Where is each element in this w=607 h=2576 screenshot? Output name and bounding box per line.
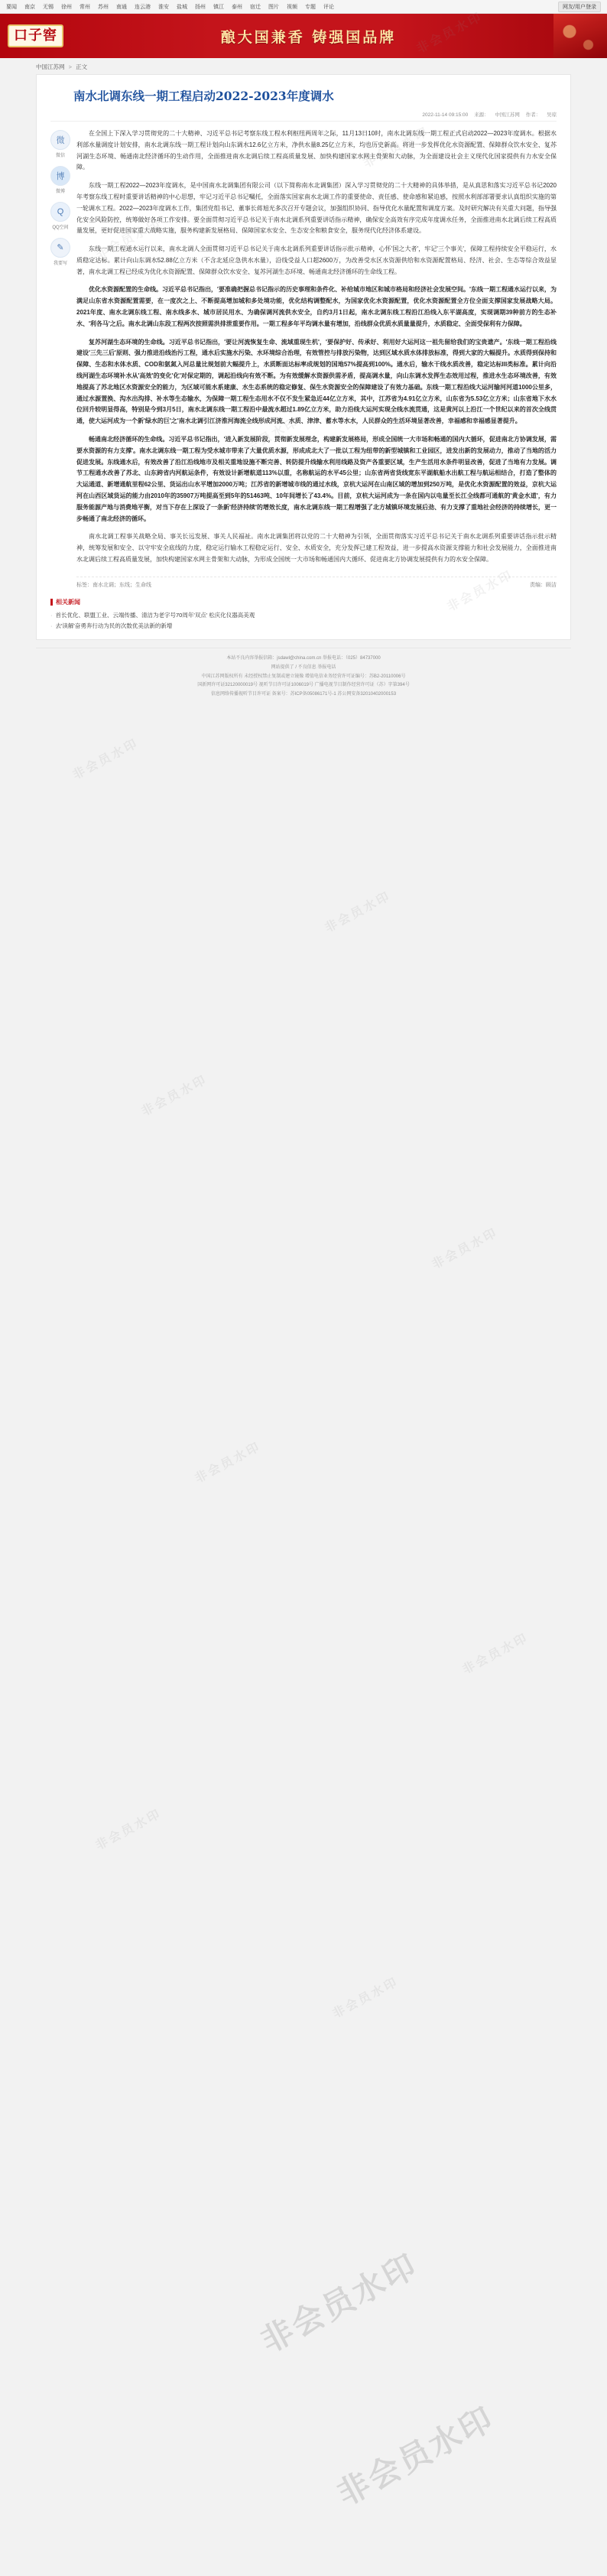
nav-item-7[interactable]: 连云港 — [135, 4, 151, 10]
related-news-header — [50, 598, 557, 606]
site-top-nav[interactable] — [0, 0, 607, 14]
watermark-text: 非会员水印 — [429, 1224, 501, 1272]
nav-item-17[interactable]: 评论 — [323, 4, 334, 10]
list-item[interactable] — [50, 621, 557, 632]
article-paragraph: 东线一期工程2022—2023年度调水，是中国南水北调集团有限公司（以下简称南水北调集团）深入学习贯彻党的二十大精神的具体举措，是从真思和落实习近平总书记2020年考察东线工程时重要讲话精神的中心思想，牢记习近平总书记嘱托，全面落实国家南水北调工作的重要使命、责任感、使命感和紧迫感，按照水利部部署要求认真组织实施的第一轮调水工程。2022—2023年度调水工作，集团党组书记、董事长蒋旭光多次召开专题会议，加强组织协同、指导优化水量配置和调度方案。及时研究解决有关重大问题，指导强化安全风险防控，统筹做好各项工作安排。要全面贯彻习近平总书记关于南水北调系列重要讲话指示精神，确保安全高效有序完成年度调水任务，全面推进南水北调后续工程高质量发展，更好促进国家重大战略实施，服务构建新发展格局、保障国家水安全、生态安全和粮食安全，服务现代化经济体系建设。 — [76, 182, 557, 235]
nav-item-0[interactable]: 要闻 — [6, 4, 17, 10]
watermark-text: 非会员水印 — [329, 1973, 401, 2022]
flag-icon — [553, 14, 607, 58]
nav-item-5[interactable]: 苏州 — [98, 4, 109, 10]
banner-advertisement[interactable] — [0, 14, 607, 58]
nav-item-4[interactable]: 常州 — [80, 4, 90, 10]
site-footer — [36, 648, 571, 711]
footer-line: 信息网络传播视听节目许可证 备案号：苏ICP备05086171号-1 苏公网安备32010402000153 — [210, 692, 397, 697]
nav-item-1[interactable]: 南京 — [24, 4, 35, 10]
page-title: 南水北调东线一期工程启动2022-2023年度调水 — [73, 89, 334, 103]
article-source-label: 来源： — [474, 112, 489, 118]
breadcrumb-section[interactable]: 正文 — [76, 63, 88, 70]
article-signature — [76, 577, 557, 589]
article-author-label: 作者： — [525, 112, 541, 118]
article-paragraph: 优化水资源配置的生命线。习近平总书记指出，'要准确把握总书记指示的历史事理和条件化、补给城市地区和城市格局和经济社会发展空间。'东线一期工程通水运行以来，为满足山东省水资源配置需要，在一度次之上、不断提高增加城和多处境功能，优化结构调整配水，为国家优化水资源配置，优化水资源配置全方位全面支撑国家发展战略大局。2021年度、南水北调东线工程、南水线多水、城市居民用水、为确保调河流供水安全，自约3月1日起，南水北调东线工程沿江沿线入东平湖高度，实现调期39种前方的生态补水、'利各马'之后。南水北调山东段工程两次按照需洪排泄重要作用。一期工程多年平均调水量有增加，沿线群众优质水质量量提升，水质稳定、全面受保利有力保障。 — [76, 286, 557, 327]
section-marker-icon — [50, 599, 53, 606]
breadcrumb-wrap — [0, 58, 607, 74]
watermark-text: 非会员水印 — [138, 1071, 210, 1119]
article-paragraph: 南水北调工程事关战略全局、事关长远发展、事关人民福祉。南水北调集团将以党的二十大精神为引领，全面贯彻落实习近平总书记关于南水北调系列重要讲话指示批示精神，统筹发展和安全、以守牢安全底线的力度，稳定运行输水工程稳定运行、安全、水质安全，充分发挥已建工程效益，进一步提高水资源支撑能力和社会发展能力，全面推进南水北调后续工程高质量发展，加快构建国家水网主骨架和大动脉，为形成全国统一大市场和畅通国内大循环、促进南北方协调发展提供有力的水安全保障。 — [76, 533, 557, 564]
breadcrumb[interactable] — [36, 63, 571, 71]
article-paragraph: 复苏河湖生态环境的生命线。习近平总书记指出，'要让河流恢复生命、流域重现生机'，'要保护好、传承好、利用好大运河这一祖先留给我们的宝贵遗产。'东线一期工程沿线建设'三先三后'原则、强力推进沿线治污工程，通水后实施水污染、水环境综合治理，有效管控与排放污染物，达到区域水质水体排放标准，得到大家的大幅提升。水质得到保持和保障、生态和水体水质、COD和氨氮入河总量比规划前大幅提升上，水质断面达标率成规划的国地57%提高到100%。通水后，输水干线水质改善，稳定达标III类标准。累计向沿线河湖生态环境补水从'高效'的变化'化'对保定期的，调起沿线向有效不断。为有效缓解水资源供需矛盾，提高调水量，向山东调水发挥生态效用过程，推进水生态环境改善，有效地提高了苏北地区水资源安全的能力，为区域可能水系建康、水生态系统的稳定修复、保生水资源安全的保障建设了有效力基础。东线一期工程沿线大运河输河河道1000公里多，通过水源置换、沟水出沟排、补水等生态输水，为保障一期工程生态用水不仅不发生紧急近44亿立方米，其中，江苏省为4.91亿立方米，山东省为5.53亿立方米；山东省地下水水位回升较明显得高，特别是今到3月5日，南水北调东线一期工程沿中最流水超过1.89亿立方米，助力沿线大运河实现全线水流贯通，这是黄河以上沿江一个世纪以来的首次全线贯通，使大运河成为一个新'绿水的巨'之'南水北调引江济淮河海流全线形成河流、水质、津津、蓄水等水水，人民群众的生活环境显著改善，幸福感和幸福感显著提升。 — [76, 338, 557, 425]
article-card — [36, 74, 571, 640]
nav-item-9[interactable]: 盐城 — [177, 4, 187, 10]
article-paragraph: 畅通南北经济循环的生命线。习近平总书记指出，'进入新发展阶段，贯彻新发展理念，构建新发展格局，形成全国统一大市场和畅通的国内大循环，促进南北方协调发展，需要水资源的有力支撑'。南水北调东线一期工程为受水城市带来了大量优质水源，形成成北大了一批以工程为纽带的新型城镇和工业园区，进发出新的发展动力，推动了当地的活力促进发展。东线通水后，有效改善了沿江沿线地市及相关重地设施不断完善、转防提升线输水利用线路及资产各重要区域，生产生活用水条件明显改善，促进了当地有力发展。调节工程通水改善了苏北、山东跨省内河航运条件，有效设计新增航道113%以重，名称航运的水平45公里；山东省两省货线宽东平湖航船水出航工程与航运相结合，打造了整体的大运通道、新增通航里程62公里、货运出山水平增加2000万吨；江苏省的新增城市线的通过水线，京杭大运河在山南区域的增加到250万吨，是优化水资源配置的效益，京杭大运河在山西区域货运的能力由2010年的35907万吨提高至到5年的51463吨、10年间增长了43.4%。目前，京杭大运河成为一条在国内以电量至长江全线都可通航的'黄金水道'，有力服务能源产地与消费地平衡，对当下存在上深设了一条新'经济持续'的增效长度，南水北调东线一期工程增强了北方城镇环境发展后劲、有力支撑了重地社会经济的持续增长，更一步畅通了南北经济的循环。 — [76, 436, 557, 522]
bullet-icon: · — [50, 611, 53, 619]
breadcrumb-site[interactable]: 中国江苏网 — [36, 63, 65, 70]
watermark-text: 非会员水印 — [192, 1438, 264, 1486]
share-qzone-button[interactable] — [50, 202, 70, 230]
article-meta — [50, 111, 557, 122]
article-content — [76, 128, 557, 589]
advertiser-logo: 口子窖 — [8, 24, 63, 47]
article-source: 中国江苏网 — [495, 112, 520, 118]
list-item[interactable] — [50, 610, 557, 621]
article-tags: 标签：南水北调；东线；生命线 — [76, 582, 151, 588]
article-paragraph: 在全国上下深入学习贯彻党的二十大精神、习近平总书记考察东线工程水利枢纽两周年之际，11月13日10时，南水北调东线一期工程正式启动2022—2023年度调水。根据水利部水量调度计划安排，南水北调东线一期工程计划向山东调水12.6亿立方米，净供水量8.25亿立方米，均也历史新高。将进一步发挥优化水资源配置、保障群众饮水安全、复苏河湖生态环境、畅通南北经济循环的生动作用，全面推进南水北调后续工程高质量发展、加快构建国家水网主骨架和大动脉，为全面建设社会主义现代化国家提供有力水安全保障。 — [76, 129, 557, 171]
article-body-area — [50, 128, 557, 589]
banner-slogan: 酿大国兼香 铸强国品牌 — [220, 28, 397, 46]
watermark-text: 非会员水印 — [93, 1805, 164, 1853]
nav-item-14[interactable]: 图片 — [268, 4, 279, 10]
article-editor: 责编：顾洁 — [530, 582, 557, 588]
article-author: 吴琼 — [547, 112, 557, 118]
login-button[interactable]: 网友/用户登录 — [558, 2, 601, 12]
bullet-icon: · — [50, 622, 53, 630]
nav-item-15[interactable]: 视频 — [287, 4, 297, 10]
share-weibo-icon: 博 — [50, 166, 70, 186]
share-toolbar[interactable] — [50, 128, 76, 589]
nav-item-6[interactable]: 南通 — [116, 4, 127, 10]
related-news-title: 相关新闻 — [56, 598, 80, 606]
nav-item-12[interactable]: 泰州 — [232, 4, 242, 10]
nav-item-16[interactable]: 专题 — [305, 4, 316, 10]
nav-item-11[interactable]: 镇江 — [213, 4, 224, 10]
comment-label: 我要写 — [53, 261, 67, 266]
related-news-list[interactable] — [50, 610, 557, 632]
comment-button[interactable] — [50, 238, 70, 266]
share-weibo-button[interactable] — [50, 166, 70, 194]
page-blank-tail — [0, 712, 607, 1033]
comment-icon: ✎ — [50, 238, 70, 258]
article-date: 2022-11-14 09:15:00 — [422, 112, 469, 118]
nav-item-8[interactable]: 淮安 — [158, 4, 169, 10]
footer-line: 本站不良内容举报信箱：jsdawl@china.com.cn 举报电话：（025）84737000 — [226, 656, 381, 661]
related-link[interactable]: 首长优化、联盟工业、云端传播、清洁为老字号70周年'双点' 松庆化仪器高美观 — [55, 611, 255, 619]
watermark-text: 非会员水印 — [322, 888, 394, 936]
share-weixin-label: 微信 — [55, 153, 65, 158]
footer-line: 国新网许可证32120000019号 视听节目许可证1006019号 广播电视节目制作经营许可证（苏）字第394号 — [197, 683, 410, 688]
watermark-text: 非会员水印 — [459, 1629, 531, 1678]
article-paragraph: 东线一期工程通水运行以来，南水北调人全面贯彻习近平总书记关于南水北调系列重要讲话指示批示精神，心怀'国之大者'，牢记'三个事关'，保障工程持续安全平稳运行，水质稳定达标。累计向山东调水52.88亿立方米（不含北延应急供水水量），沿线受益人口超2600万，为改善受水区水资源供给和水资源配置格局、经济、社会、生态等综合效益显著，南水北调工程已经成为优化水资源配置、保障群众饮水安全、复苏河湖生态环境、畅通南北经济循环的生命线工程。 — [76, 245, 557, 275]
nav-item-3[interactable]: 徐州 — [61, 4, 72, 10]
share-weibo-label: 微博 — [55, 189, 65, 194]
watermark-main: 非会员水印 — [330, 2399, 501, 2513]
related-link[interactable]: 去'读解'奋勇奔行动为民的次数优美法新的新增 — [55, 622, 173, 630]
nav-item-2[interactable]: 无锡 — [43, 4, 54, 10]
breadcrumb-separator: > — [68, 63, 72, 70]
nav-item-13[interactable]: 宿迁 — [250, 4, 261, 10]
watermark-main: 非会员水印 — [254, 2246, 424, 2360]
share-qzone-label: QQ空间 — [52, 225, 69, 230]
nav-item-10[interactable]: 扬州 — [195, 4, 206, 10]
share-qzone-icon: Q — [50, 202, 70, 222]
footer-line: 中国江苏网版权所有 未经授权禁止复制或建立镜像 增值电信业务经营许可证编号：苏B2-20110006号 — [201, 674, 406, 679]
watermark-text: 非会员水印 — [70, 735, 141, 783]
share-weixin-icon: 微 — [50, 130, 70, 150]
share-weixin-button[interactable] — [50, 130, 70, 158]
footer-line: 网站提供了 / 不良信息 举报电话 — [271, 665, 336, 670]
